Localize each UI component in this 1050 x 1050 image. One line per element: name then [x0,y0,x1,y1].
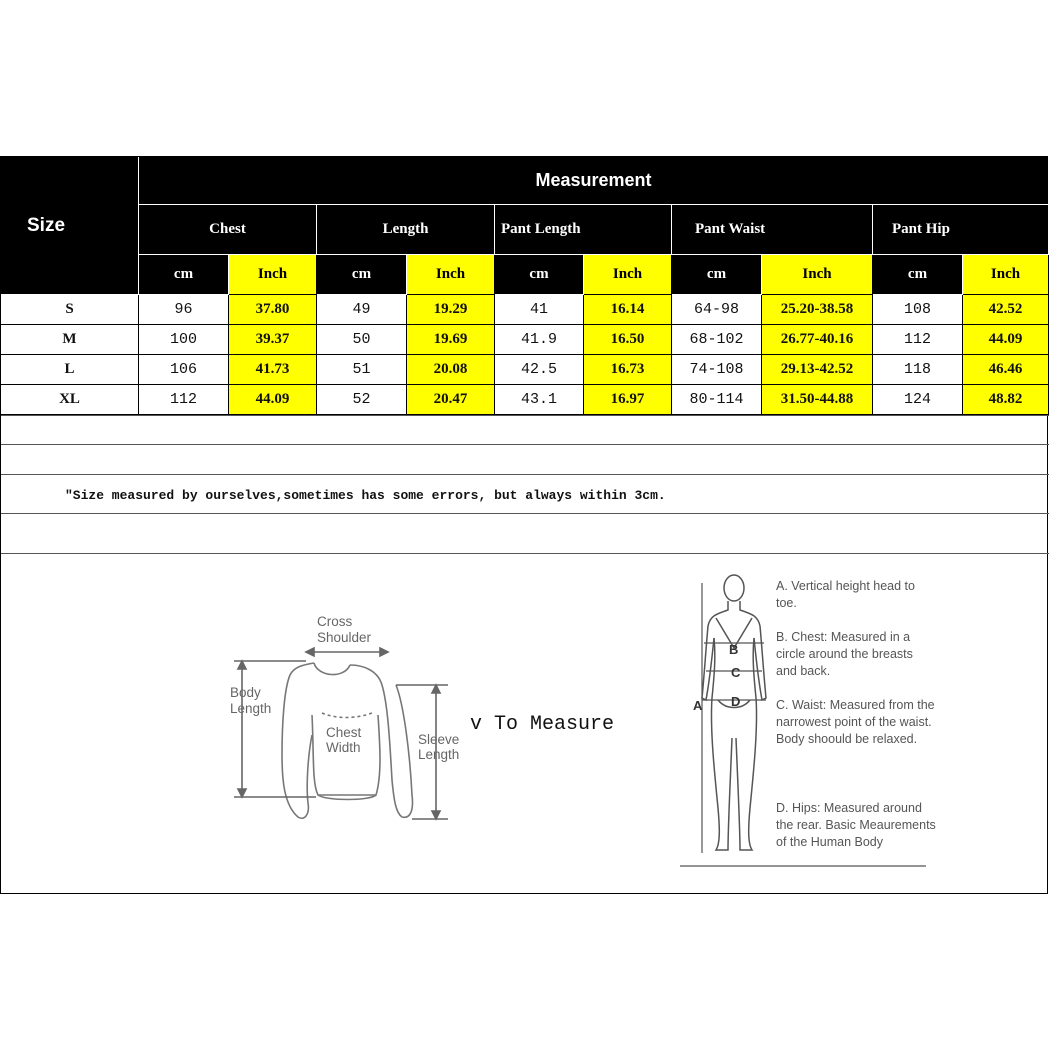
divider [1,444,1049,445]
inch-value-cell: 44.09 [963,325,1049,355]
group-header-pant-length [495,205,672,255]
inch-value-cell: 16.97 [584,385,672,415]
cm-value-cell: 41.9 [495,325,584,355]
garment-diagram [226,605,466,830]
cm-value-cell: 80-114 [672,385,762,415]
unit-label: cm [529,266,549,282]
cm-value-cell: 108 [873,295,963,325]
inch-value-cell: 20.47 [407,385,495,415]
size-cell: M [1,325,139,355]
inch-value-cell: 19.69 [407,325,495,355]
marker-d: D [731,694,741,709]
marker-c: C [731,665,741,680]
unit-label: Inch [257,266,288,282]
inch-value-cell: 25.20-38.58 [762,295,873,325]
size-cell: L [1,355,139,385]
inch-value-cell: 44.09 [229,385,317,415]
unit-header-cm [495,255,584,295]
group-label: Pant Hip [892,221,950,237]
group-label: Chest [209,221,246,237]
cm-value-cell: 112 [873,325,963,355]
cross-shoulder-label: Cross [317,614,353,629]
unit-label: Inch [612,266,643,282]
inch-value-cell: 39.37 [229,325,317,355]
group-label: Length [382,221,429,237]
inch-value-cell: 19.29 [407,295,495,325]
how-to-measure-title: v To Measure [470,713,615,736]
inch-value-cell: 16.14 [584,295,672,325]
human-figure-icon [702,575,766,850]
unit-header-inch [229,255,317,295]
body-length-label: Length [230,701,272,716]
size-header: Size [27,214,66,236]
legend-c: C. Waist: Measured from the narrowest point of the waist. Body shoould be relaxed. [776,698,935,746]
size-cell: XL [1,385,139,415]
divider [1,513,1049,514]
cm-value-cell: 96 [139,295,229,325]
size-header-cell [1,157,139,295]
group-header-pant-waist [672,205,873,255]
cm-value-cell: 100 [139,325,229,355]
cm-value-cell: 124 [873,385,963,415]
unit-label: Inch [435,266,466,282]
unit-label: Inch [802,266,832,282]
cross-shoulder-label: Shoulder [317,630,372,645]
inch-value-cell: 20.08 [407,355,495,385]
unit-header-inch [584,255,672,295]
unit-header-cm [139,255,229,295]
chest-width-label: Width [326,740,361,755]
unit-header-cm [672,255,762,295]
divider [1,474,1049,475]
unit-label: cm [173,266,194,282]
marker-b: B [729,642,739,657]
unit-label: Inch [990,266,1021,282]
body-length-label: Body [230,685,261,700]
cm-value-cell: 68-102 [672,325,762,355]
cm-value-cell: 49 [317,295,407,325]
measurement-header-cell [139,157,1049,205]
group-header-length [317,205,495,255]
inch-value-cell: 16.50 [584,325,672,355]
inch-value-cell: 26.77-40.16 [762,325,873,355]
divider [1,553,1049,554]
inch-value-cell: 48.82 [963,385,1049,415]
cm-value-cell: 106 [139,355,229,385]
unit-label: cm [706,266,727,282]
sleeve-length-label: Sleeve [418,732,460,747]
unit-header-inch [762,255,873,295]
cm-value-cell: 112 [139,385,229,415]
group-label: Pant Waist [695,221,766,237]
inch-value-cell: 29.13-42.52 [762,355,873,385]
legend-d: D. Hips: Measured around the rear. Basic Meaurements of the Human Body [776,801,936,849]
inch-value-cell: 41.73 [229,355,317,385]
cm-value-cell: 64-98 [672,295,762,325]
inch-value-cell: 46.46 [963,355,1049,385]
cm-value-cell: 43.1 [495,385,584,415]
unit-header-inch [407,255,495,295]
inch-value-cell: 16.73 [584,355,672,385]
unit-header-cm [317,255,407,295]
legend-b: B. Chest: Measured in a circle around the breasts and back. [776,630,913,678]
legend-a: A. Vertical height head to toe. [776,579,915,610]
cm-value-cell: 74-108 [672,355,762,385]
unit-header-inch [963,255,1049,295]
unit-label: cm [907,266,928,282]
sleeve-length-label: Length [418,747,460,762]
divider [1,415,1049,416]
group-label: Pant Length [501,221,581,237]
inch-value-cell: 37.80 [229,295,317,325]
group-header-chest [139,205,317,255]
inch-value-cell: 42.52 [963,295,1049,325]
unit-header-cm [873,255,963,295]
group-header-pant-hip [873,205,1049,255]
cm-value-cell: 50 [317,325,407,355]
measurement-header: Measurement [535,170,652,190]
unit-label: cm [351,266,372,282]
cm-value-cell: 41 [495,295,584,325]
inch-value-cell: 31.50-44.88 [762,385,873,415]
cm-value-cell: 118 [873,355,963,385]
size-note: "Size measured by ourselves,sometimes has some errors, but always within 3cm. [65,488,666,503]
cm-value-cell: 52 [317,385,407,415]
size-cell: S [1,295,139,325]
chest-width-label: Chest [326,725,362,740]
cm-value-cell: 42.5 [495,355,584,385]
marker-a: A [693,698,703,713]
cm-value-cell: 51 [317,355,407,385]
